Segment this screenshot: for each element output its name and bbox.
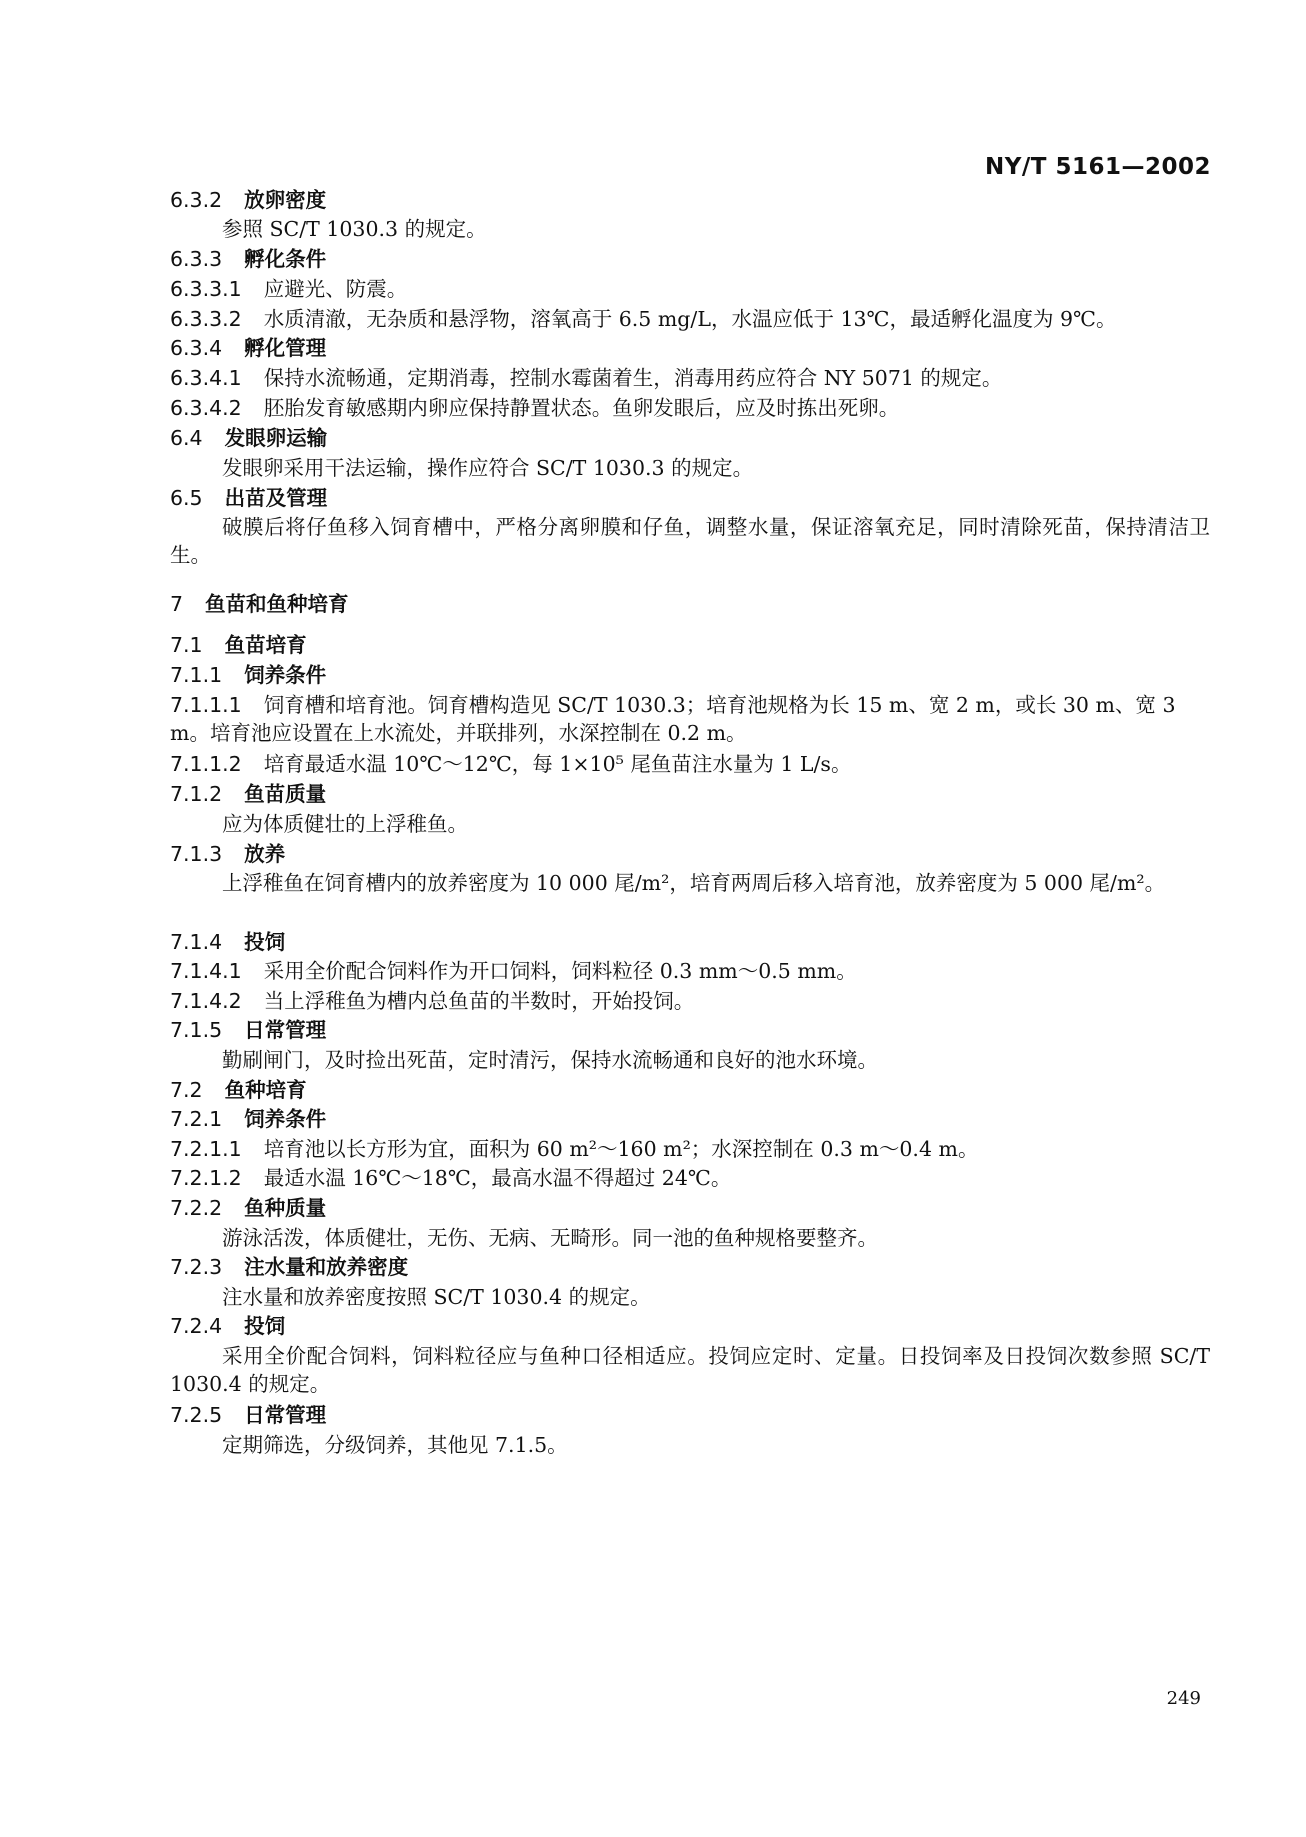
paragraph: 勤刷闸门，及时捡出死苗，定时清污，保持水流畅通和良好的池水环境。 bbox=[222, 1048, 878, 1072]
paragraph: 注水量和放养密度按照 SC/T 1030.4 的规定。 bbox=[222, 1285, 651, 1309]
item-7-2-1-1 bbox=[170, 1135, 1210, 1163]
heading-6-4 bbox=[170, 424, 1210, 452]
section-number: 7.1.4.2 bbox=[170, 989, 242, 1013]
paragraph: 采用全价配合饲料，饲料粒径应与鱼种口径相适应。投饲应定时、定量。日投饲率及日投饲次数参照 SC/T 1030.4 的规定。 bbox=[170, 1344, 1210, 1396]
heading-7-1-3 bbox=[170, 840, 1210, 868]
section-number: 6.3.3.1 bbox=[170, 277, 242, 301]
section-title: 孵化管理 bbox=[244, 336, 327, 360]
item-text: 胚胎发育敏感期内卵应保持静置状态。鱼卵发眼后，应及时拣出死卵。 bbox=[263, 396, 900, 420]
item-text: 培育最适水温 10℃～12℃，每 1×10⁵ 尾鱼苗注水量为 1 L/s。 bbox=[263, 752, 852, 776]
paragraph: 参照 SC/T 1030.3 的规定。 bbox=[222, 217, 487, 241]
heading-7-1-1 bbox=[170, 661, 1210, 689]
item-6-3-4-1 bbox=[170, 364, 1210, 392]
heading-6-5 bbox=[170, 484, 1210, 512]
item-text: 水质清澈，无杂质和悬浮物，溶氧高于 6.5 mg/L，水温应低于 13℃，最适孵化温度为 9℃。 bbox=[263, 307, 1117, 331]
section-number: 7.2.1 bbox=[170, 1107, 223, 1131]
section-number: 7.1.1.1 bbox=[170, 693, 242, 717]
item-text: 最适水温 16℃～18℃，最高水温不得超过 24℃。 bbox=[263, 1166, 732, 1190]
paragraph: 应为体质健壮的上浮稚鱼。 bbox=[222, 812, 468, 836]
section-title: 发眼卵运输 bbox=[224, 426, 328, 450]
section-number: 7.2.5 bbox=[170, 1403, 223, 1427]
section-title: 放养 bbox=[244, 842, 286, 866]
section-title: 饲养条件 bbox=[244, 663, 327, 687]
item-6-3-4-2 bbox=[170, 394, 1210, 422]
section-number: 7.1 bbox=[170, 633, 203, 657]
heading-6-3-2 bbox=[170, 186, 1210, 214]
section-number: 7.1.2 bbox=[170, 782, 223, 806]
section-number: 7.2 bbox=[170, 1078, 203, 1102]
section-number: 7.1.5 bbox=[170, 1018, 223, 1042]
heading-7-2 bbox=[170, 1076, 1210, 1104]
section-title: 孵化条件 bbox=[244, 247, 327, 271]
section-title: 鱼苗质量 bbox=[244, 782, 327, 806]
section-number: 7.2.1.2 bbox=[170, 1166, 242, 1190]
section-title: 放卵密度 bbox=[244, 188, 327, 212]
paragraph: 破膜后将仔鱼移入饲育槽中，严格分离卵膜和仔鱼，调整水量，保证溶氧充足，同时清除死苗，保持清洁卫生。 bbox=[170, 515, 1210, 567]
item-6-3-3-2 bbox=[170, 305, 1210, 333]
heading-7-2-2 bbox=[170, 1194, 1210, 1222]
heading-7-2-5 bbox=[170, 1401, 1210, 1429]
item-text: 采用全价配合饲料作为开口饲料，饲料粒径 0.3 mm～0.5 mm。 bbox=[263, 959, 857, 983]
heading-6-3-4 bbox=[170, 334, 1210, 362]
section-number: 7.1.3 bbox=[170, 842, 223, 866]
section-number: 6.4 bbox=[170, 426, 203, 450]
section-number: 7.1.4 bbox=[170, 930, 223, 954]
section-number: 6.3.4.1 bbox=[170, 366, 242, 390]
section-title: 日常管理 bbox=[244, 1018, 327, 1042]
section-title: 投饲 bbox=[244, 1314, 286, 1338]
page-number: 249 bbox=[1166, 1688, 1201, 1709]
section-number: 6.3.2 bbox=[170, 188, 223, 212]
section-number: 6.3.3 bbox=[170, 247, 223, 271]
section-title: 鱼苗和鱼种培育 bbox=[205, 592, 349, 616]
item-text: 当上浮稚鱼为槽内总鱼苗的半数时，开始投饲。 bbox=[263, 989, 695, 1013]
item-text: 保持水流畅通，定期消毒，控制水霉菌着生，消毒用药应符合 NY 5071 的规定。 bbox=[263, 366, 1003, 390]
item-text: 培育池以长方形为宜，面积为 60 m²～160 m²；水深控制在 0.3 m～0.4 m。 bbox=[263, 1137, 979, 1161]
paragraph: 发眼卵采用干法运输，操作应符合 SC/T 1030.3 的规定。 bbox=[222, 456, 754, 480]
item-text: 应避光、防震。 bbox=[263, 277, 408, 301]
document-code: NY/T 5161—2002 bbox=[984, 154, 1211, 180]
section-number: 6.5 bbox=[170, 486, 203, 510]
heading-7 bbox=[170, 590, 1210, 618]
section-title: 鱼种质量 bbox=[244, 1196, 327, 1220]
section-title: 投饲 bbox=[244, 930, 286, 954]
section-number: 7.1.1 bbox=[170, 663, 223, 687]
heading-7-1-5 bbox=[170, 1016, 1210, 1044]
item-6-3-3-1 bbox=[170, 275, 1210, 303]
item-7-1-1-2 bbox=[170, 750, 1210, 778]
section-number: 7.2.1.1 bbox=[170, 1137, 242, 1161]
section-number: 7.1.1.2 bbox=[170, 752, 242, 776]
section-title: 饲养条件 bbox=[244, 1107, 327, 1131]
section-title: 日常管理 bbox=[244, 1403, 327, 1427]
item-7-1-1-1 bbox=[170, 691, 1210, 747]
section-number: 6.3.4 bbox=[170, 336, 223, 360]
section-number: 6.3.3.2 bbox=[170, 307, 242, 331]
item-7-1-4-2 bbox=[170, 987, 1210, 1015]
paragraph: 游泳活泼，体质健壮，无伤、无病、无畸形。同一池的鱼种规格要整齐。 bbox=[222, 1226, 878, 1250]
paragraph: 定期筛选，分级饲养，其他见 7.1.5。 bbox=[222, 1433, 568, 1457]
section-title: 出苗及管理 bbox=[224, 486, 328, 510]
section-number: 6.3.4.2 bbox=[170, 396, 242, 420]
section-number: 7.2.4 bbox=[170, 1314, 223, 1338]
heading-6-3-3 bbox=[170, 245, 1210, 273]
section-title: 注水量和放养密度 bbox=[244, 1255, 409, 1279]
heading-7-1 bbox=[170, 631, 1210, 659]
heading-7-2-4 bbox=[170, 1312, 1210, 1340]
item-7-1-4-1 bbox=[170, 957, 1210, 985]
heading-7-1-4 bbox=[170, 928, 1210, 956]
section-number: 7.1.4.1 bbox=[170, 959, 242, 983]
section-number: 7.2.2 bbox=[170, 1196, 223, 1220]
section-title: 鱼种培育 bbox=[224, 1078, 307, 1102]
section-number: 7 bbox=[170, 592, 184, 616]
item-text: 饲育槽和培育池。饲育槽构造见 SC/T 1030.3；培育池规格为长 15 m、宽 2 m，或长 30 m、宽 3 m。培育池应设置在上水流处，并联排列，水深控制在 0.2 m。 bbox=[170, 693, 1176, 745]
heading-7-1-2 bbox=[170, 780, 1210, 808]
heading-7-2-3 bbox=[170, 1253, 1210, 1281]
section-title: 鱼苗培育 bbox=[224, 633, 307, 657]
section-number: 7.2.3 bbox=[170, 1255, 223, 1279]
heading-7-2-1 bbox=[170, 1105, 1210, 1133]
item-7-2-1-2 bbox=[170, 1164, 1210, 1192]
paragraph: 上浮稚鱼在饲育槽内的放养密度为 10 000 尾/m²，培育两周后移入培育池，放养密度为 5 000 尾/m²。 bbox=[222, 871, 1166, 895]
